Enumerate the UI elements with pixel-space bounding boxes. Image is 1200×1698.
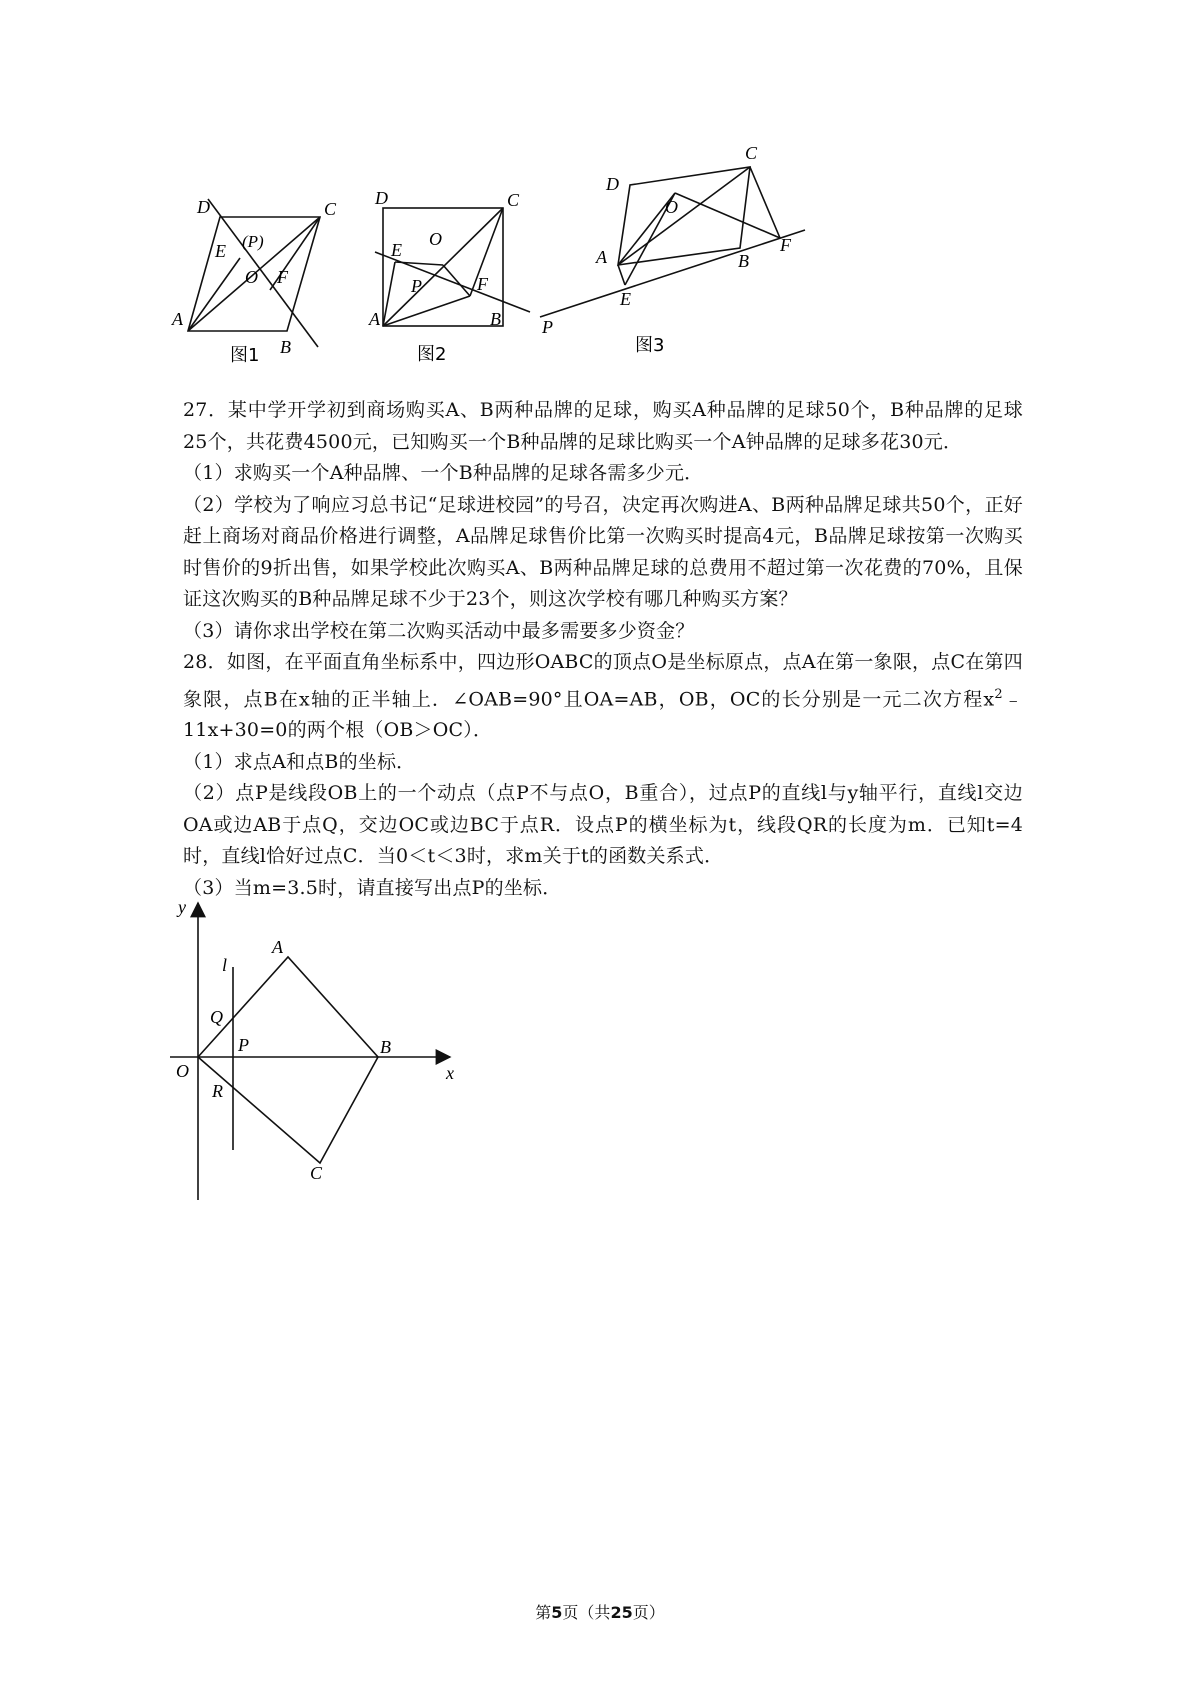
fig2-label-o: O	[429, 229, 442, 249]
fig2-line-eo	[395, 262, 443, 265]
fig2-label-e: E	[391, 240, 402, 260]
coord-label-r: R	[212, 1081, 223, 1101]
q28-stem	[183, 647, 1023, 747]
fig2-label-d: D	[375, 188, 388, 208]
q28-stem-sup: 2	[994, 686, 1003, 702]
fig3-caption: 图3	[635, 335, 665, 356]
q27-part1: （1）求购买一个A种品牌、一个B种品牌的足球各需多少元．	[183, 462, 704, 484]
figure-1	[170, 185, 355, 365]
coord-label-x: x	[446, 1063, 454, 1083]
figure-3	[540, 145, 820, 360]
fig1-caption: 图1	[230, 345, 260, 366]
fig3-label-a: A	[596, 247, 607, 267]
fig3-label-o: O	[665, 197, 678, 217]
fig1-label-c: C	[324, 199, 337, 219]
fig3-label-f: F	[780, 235, 791, 255]
figure-coordinate	[170, 895, 470, 1205]
fig2-label-a: A	[369, 309, 380, 329]
fig1-label-o: O	[245, 267, 258, 287]
page-footer	[0, 1600, 1200, 1623]
fig3-label-b: B	[738, 251, 749, 271]
coord-label-a: A	[272, 937, 283, 957]
coord-label-q: Q	[210, 1007, 223, 1027]
coord-label-b: B	[380, 1037, 391, 1057]
footer-total-pages: 25	[610, 1603, 633, 1622]
fig3-label-c: C	[745, 143, 758, 163]
footer-page-number: 5	[551, 1603, 563, 1622]
q28-part2: （2）点P是线段OB上的一个动点（点P不与点O，B重合），过点P的直线l与y轴平行，直线l交边OA或边AB于点Q，交边OC或边BC于点R．设点P的横坐标为t，线段QR的长度为m．已知t=4时，直线l恰好过点C．当0＜t＜3时，求m关于t的函数关系式．	[183, 782, 1023, 868]
q27-part2: （2）学校为了响应习总书记“足球进校园”的号召，决定再次购进A、B两种品牌足球共50个，正好赶上商场对商品价格进行调整，A品牌足球售价比第一次购买时提高4元，B品牌足球按第一次购买时售价的9折出售，如果学校此次购买A、B两种品牌足球的总费用不超过第一次花费的70%，且保证这次购买的B种品牌足球不少于23个，则这次学校有哪几种购买方案？	[183, 493, 1023, 610]
fig1-line-ae	[188, 258, 240, 331]
footer-middle: 页（共	[562, 1603, 611, 1622]
figure-2	[369, 180, 565, 365]
question-text	[183, 395, 1023, 904]
footer-prefix: 第	[535, 1603, 552, 1622]
fig2-caption: 图2	[417, 344, 447, 365]
fig3-line-pf	[540, 230, 805, 317]
fig2-label-c: C	[507, 190, 520, 210]
q27-stem: 27．某中学开学初到商场购买A、B两种品牌的足球，购买A种品牌的足球50个，B种品牌的足球25个，共花费4500元，已知购买一个B种品牌的足球比购买一个A钟品牌的足球多花30元．	[183, 399, 1023, 453]
q28-part1: （1）求点A和点B的坐标．	[183, 750, 416, 773]
fig1-diagonal-bd	[208, 199, 318, 347]
coord-label-c: C	[310, 1163, 323, 1183]
quadrilateral-oabc	[198, 957, 378, 1163]
q28-part3: （3）当m=3.5时，请直接写出点P的坐标．	[183, 876, 562, 899]
fig2-line-af	[383, 296, 470, 326]
coord-label-p: P	[238, 1035, 249, 1055]
coord-label-y: y	[178, 897, 186, 917]
q28-stem-b: ﹣11x+30=0的两个根（OB＞OC）．	[183, 687, 1023, 742]
footer-suffix: 页）	[632, 1603, 665, 1622]
fig3-label-e: E	[620, 289, 631, 309]
fig3-label-p: P	[542, 317, 553, 337]
fig3-label-d: D	[606, 174, 619, 194]
fig3-line-ae	[618, 265, 625, 285]
fig2-line-ef	[375, 252, 530, 312]
fig2-label-f: F	[477, 274, 488, 294]
q28-stem-a: 28．如图，在平面直角坐标系中，四边形OABC的顶点O是坐标原点，点A在第一象限，点C在第四象限，点B在x轴的正半轴上．∠OAB=90°且OA=AB，OB，OC的长分别是一元二次方程x	[183, 651, 1023, 710]
fig2-label-b: B	[490, 309, 501, 329]
fig1-label-a: A	[172, 309, 183, 329]
fig1-label-d: D	[197, 197, 210, 217]
coord-label-l: l	[222, 955, 228, 975]
coord-label-o: O	[176, 1061, 189, 1081]
fig1-label-e: E	[215, 241, 226, 261]
fig2-diagonal-ac	[383, 208, 503, 326]
fig1-label-f: F	[277, 267, 288, 287]
q27-part3: （3）请你求出学校在第二次购买活动中最多需要多少资金？	[183, 619, 695, 642]
fig1-label-p: (P)	[242, 232, 264, 251]
fig2-label-p: P	[411, 276, 422, 296]
fig1-label-b: B	[280, 337, 291, 357]
